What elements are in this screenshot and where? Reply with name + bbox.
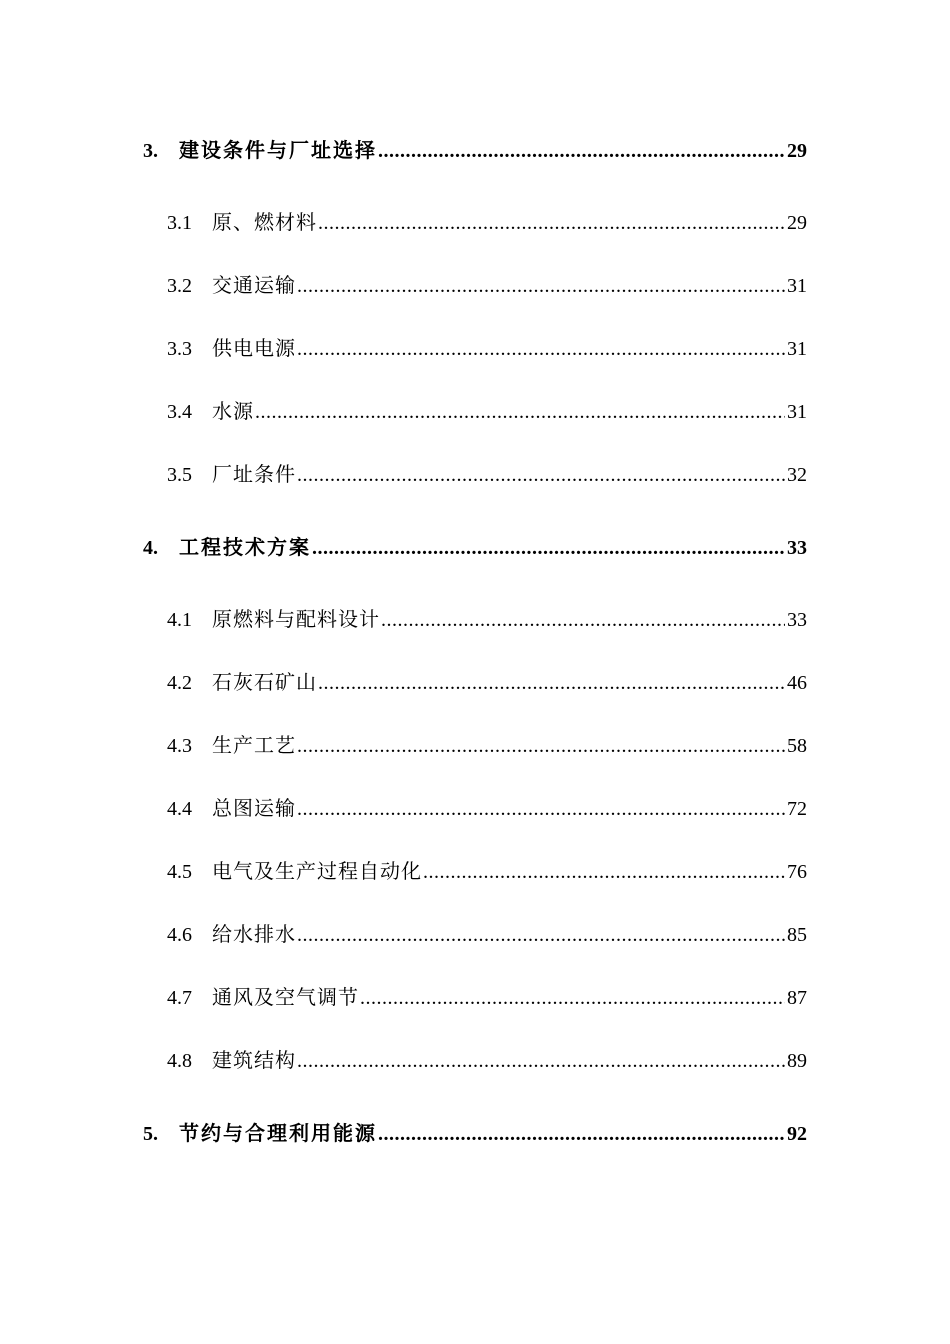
toc-entry-page: 87 [787, 987, 807, 1009]
toc-entry-page: 72 [787, 798, 807, 820]
toc-entry[interactable] [167, 856, 807, 886]
toc-entry[interactable] [143, 135, 807, 165]
toc-entry-number: 5. [143, 1123, 158, 1145]
toc-entry[interactable] [167, 459, 807, 489]
toc-entry-page: 29 [787, 212, 807, 234]
toc-entry-title: 工程技术方案 [179, 535, 311, 559]
toc-dot-leader [381, 605, 785, 634]
toc-entry-number: 4.3 [167, 735, 192, 757]
toc-dot-leader [297, 731, 785, 760]
toc-entry-page: 31 [787, 275, 807, 297]
toc-entry-number: 4.5 [167, 861, 192, 883]
toc-entry-title: 交通运输 [212, 273, 296, 297]
toc-entry-number: 4.6 [167, 924, 192, 946]
toc-entry-number: 3.5 [167, 464, 192, 486]
toc-entry-title: 通风及空气调节 [212, 985, 359, 1009]
toc-entry[interactable] [167, 270, 807, 300]
toc-dot-leader [255, 397, 785, 426]
toc-entry-page: 31 [787, 338, 807, 360]
toc-entry[interactable] [167, 982, 807, 1012]
toc-entry[interactable] [167, 919, 807, 949]
toc-entry-title: 给水排水 [212, 922, 296, 946]
toc-entry-title: 建筑结构 [212, 1048, 296, 1072]
toc-entry[interactable] [167, 793, 807, 823]
toc-entry-title: 石灰石矿山 [212, 670, 317, 694]
toc-entry-number: 4. [143, 537, 158, 559]
toc-entry[interactable] [167, 333, 807, 363]
toc-entry[interactable] [143, 1118, 807, 1148]
toc-entry-title: 原、燃材料 [212, 210, 317, 234]
toc-entry-page: 33 [787, 609, 807, 631]
toc-entry-page: 33 [787, 537, 807, 559]
toc-entry-number: 3.2 [167, 275, 192, 297]
toc-entry-page: 89 [787, 1050, 807, 1072]
toc-entry-number: 3.4 [167, 401, 192, 423]
toc-dot-leader [423, 857, 785, 886]
toc-entry-number: 3. [143, 140, 158, 162]
toc-dot-leader [378, 136, 785, 165]
toc-entry-title: 水源 [212, 399, 254, 423]
toc-entry[interactable] [143, 532, 807, 562]
toc-dot-leader [297, 794, 785, 823]
toc-dot-leader [318, 668, 785, 697]
toc-entry-number: 4.7 [167, 987, 192, 1009]
toc-entry[interactable] [167, 396, 807, 426]
toc-dot-leader [297, 920, 785, 949]
toc-entry-page: 76 [787, 861, 807, 883]
toc-entry-title: 原燃料与配料设计 [212, 607, 380, 631]
toc-entry[interactable] [167, 1045, 807, 1075]
toc-dot-leader [297, 334, 785, 363]
toc-entry[interactable] [167, 604, 807, 634]
toc-entry-page: 31 [787, 401, 807, 423]
toc-dot-leader [360, 983, 785, 1012]
toc-entry-number: 3.3 [167, 338, 192, 360]
toc-entry[interactable] [167, 730, 807, 760]
toc-entry-title: 节约与合理利用能源 [179, 1121, 377, 1145]
toc-entry-title: 总图运输 [212, 796, 296, 820]
toc-entry-page: 32 [787, 464, 807, 486]
toc-entry-title: 建设条件与厂址选择 [179, 138, 377, 162]
toc-entry-number: 3.1 [167, 212, 192, 234]
toc-entry[interactable] [167, 667, 807, 697]
toc-entry-title: 厂址条件 [212, 462, 296, 486]
toc-entry-title: 生产工艺 [212, 733, 296, 757]
toc-entry[interactable] [167, 207, 807, 237]
toc-entry-title: 供电电源 [212, 336, 296, 360]
toc-entry-page: 85 [787, 924, 807, 946]
toc-entry-number: 4.2 [167, 672, 192, 694]
toc-entry-title: 电气及生产过程自动化 [212, 859, 422, 883]
toc-dot-leader [297, 460, 785, 489]
toc-dot-leader [318, 208, 785, 237]
toc-dot-leader [312, 533, 785, 562]
toc-entry-number: 4.8 [167, 1050, 192, 1072]
toc-entry-page: 58 [787, 735, 807, 757]
toc-entry-page: 46 [787, 672, 807, 694]
toc-dot-leader [297, 271, 785, 300]
toc-dot-leader [297, 1046, 785, 1075]
toc-entry-number: 4.4 [167, 798, 192, 820]
toc-entry-page: 92 [787, 1123, 807, 1145]
toc-dot-leader [378, 1119, 785, 1148]
toc-entry-page: 29 [787, 140, 807, 162]
toc-entry-number: 4.1 [167, 609, 192, 631]
